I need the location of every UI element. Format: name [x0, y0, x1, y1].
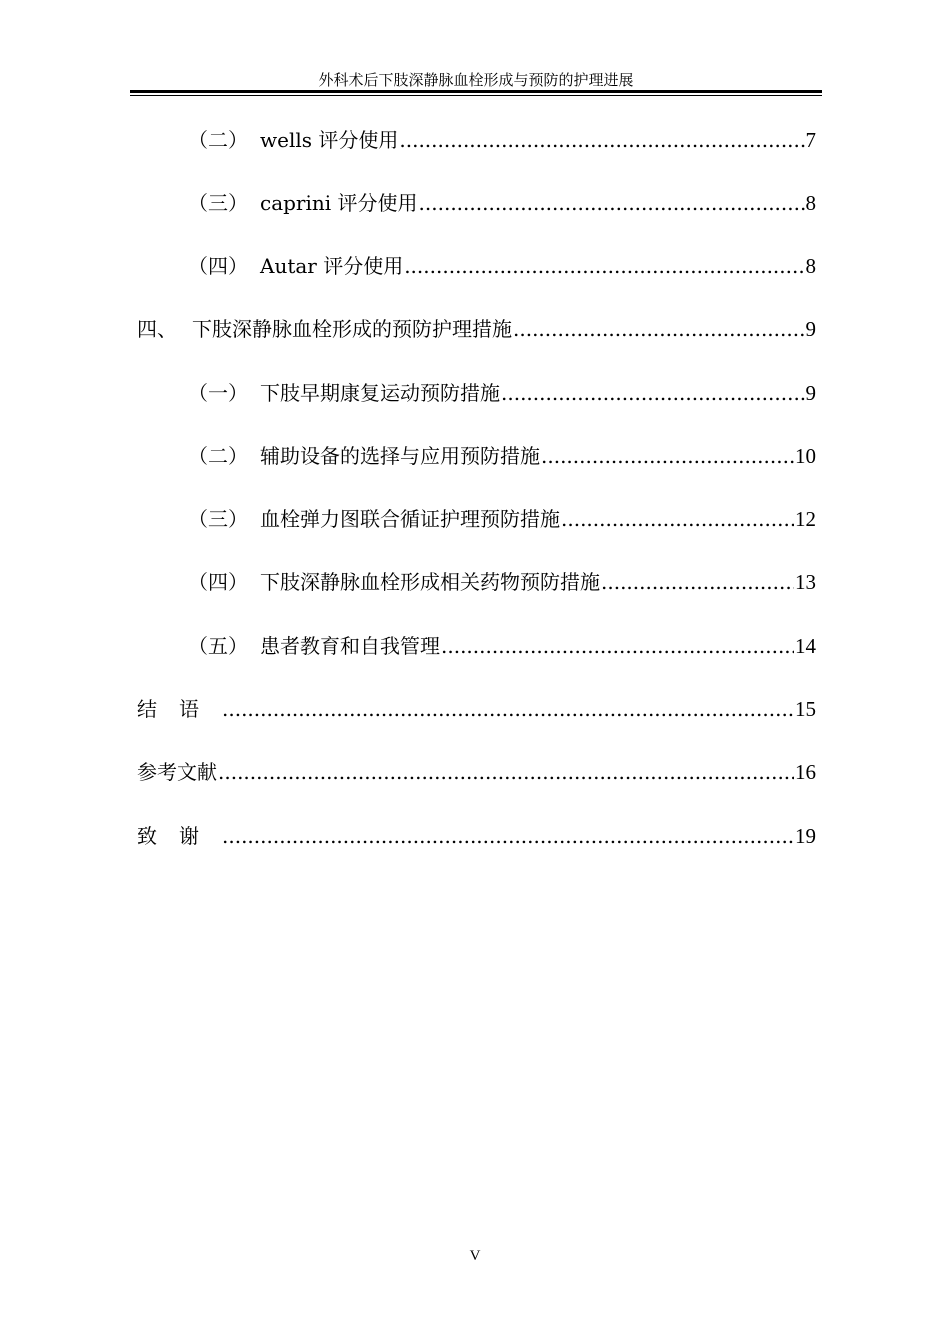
toc-entry-title: wells 评分使用	[260, 128, 399, 152]
toc-entry-number: （三）	[188, 507, 248, 531]
toc-leader-dots	[404, 252, 804, 280]
toc-entry-page: 12	[795, 507, 816, 531]
toc-entry[interactable]	[188, 126, 816, 154]
toc-entry-page: 15	[795, 697, 816, 721]
toc-leader-dots	[222, 822, 794, 850]
toc-leader-dots	[218, 758, 794, 786]
toc-entry[interactable]	[188, 632, 816, 660]
toc-entry-page: 10	[795, 444, 816, 468]
toc-leader-dots	[399, 126, 804, 154]
toc-entry-page: 16	[795, 760, 816, 784]
toc-entry-title: 下肢深静脉血栓形成的预防护理措施	[192, 317, 512, 341]
toc-entry-number: （一）	[188, 381, 248, 405]
toc-entry[interactable]	[188, 189, 816, 217]
toc-leader-dots	[441, 632, 794, 660]
toc-leader-dots	[601, 568, 794, 596]
toc-entry-page: 8	[805, 254, 816, 278]
toc-entry-page: 8	[805, 191, 816, 215]
toc-entry-page: 14	[795, 634, 816, 658]
toc-entry[interactable]	[188, 379, 816, 407]
toc-leader-dots	[513, 315, 805, 343]
toc-entry-number: （四）	[188, 570, 248, 594]
toc-entry-number: （四）	[188, 254, 248, 278]
toc-leader-dots	[541, 442, 794, 470]
toc-entry-number: （五）	[188, 634, 248, 658]
toc-entry-title: 致谢	[137, 824, 221, 848]
toc-entry-page: 19	[795, 824, 816, 848]
toc-entry[interactable]	[188, 252, 816, 280]
toc-entry-number: （二）	[188, 128, 248, 152]
toc-entry-title: 患者教育和自我管理	[260, 634, 440, 658]
toc-entry-title: 辅助设备的选择与应用预防措施	[260, 444, 540, 468]
toc-leader-dots	[561, 505, 794, 533]
toc-entry-number: 四、	[137, 317, 177, 341]
toc-entry-acknowledgements[interactable]	[137, 822, 816, 850]
toc-leader-dots	[501, 379, 805, 407]
toc-entry-page: 9	[805, 317, 816, 341]
toc-entry-title: 下肢早期康复运动预防措施	[260, 381, 500, 405]
toc-entry-conclusion[interactable]	[137, 695, 816, 723]
running-header: 外科术后下肢深静脉血栓形成与预防的护理进展	[318, 71, 634, 89]
toc-entry-number: （二）	[188, 444, 248, 468]
toc-entry-title: 下肢深静脉血栓形成相关药物预防措施	[260, 570, 600, 594]
toc-entry-page: 7	[805, 128, 816, 152]
toc-entry[interactable]	[188, 568, 816, 596]
toc-entry-references[interactable]	[137, 758, 816, 786]
toc-entry-title: 结语	[137, 697, 221, 721]
toc-entry-title: 血栓弹力图联合循证护理预防措施	[260, 507, 560, 531]
toc-entry-title: 参考文献	[137, 760, 217, 784]
toc-entry-page: 13	[795, 570, 816, 594]
page-number: V	[469, 1248, 481, 1264]
toc-entry-page: 9	[805, 381, 816, 405]
toc-entry-number: （三）	[188, 191, 248, 215]
toc-leader-dots	[222, 695, 794, 723]
toc-entry-title: Autar 评分使用	[260, 254, 404, 278]
toc-entry[interactable]	[188, 505, 816, 533]
toc-entry-chapter[interactable]	[137, 315, 816, 343]
toc-leader-dots	[419, 189, 805, 217]
toc-entry[interactable]	[188, 442, 816, 470]
toc-entry-title: caprini 评分使用	[260, 191, 418, 215]
